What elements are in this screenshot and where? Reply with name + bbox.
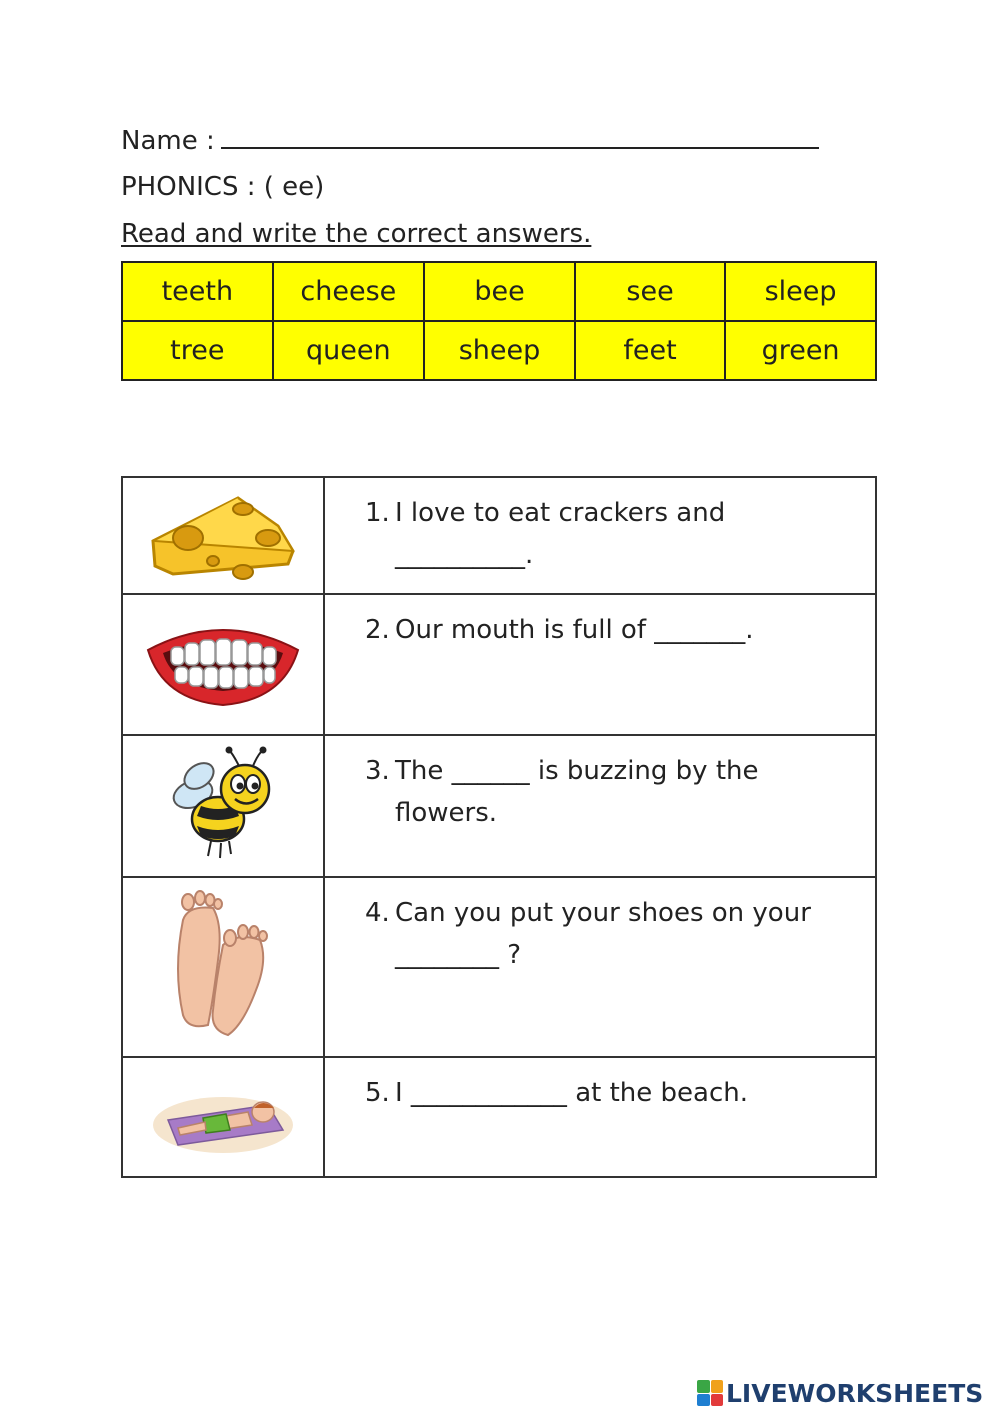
picture-cell (122, 877, 324, 1057)
question-cell (324, 877, 876, 1057)
question-text: I love to eat crackers and __________. (395, 498, 726, 570)
phonics-title: PHONICS : ( ee) (121, 172, 325, 202)
sleeping-boy-icon (148, 1070, 298, 1160)
question-text: I ____________ at the beach. (395, 1078, 748, 1108)
cheese-icon (143, 486, 303, 581)
question-number: 5. (365, 1078, 390, 1108)
question-row (122, 877, 876, 1057)
question-row (122, 735, 876, 877)
word-cell: feet (575, 321, 725, 380)
word-bank-row-2 (122, 321, 876, 380)
word-cell: sleep (725, 262, 876, 321)
questions-table (121, 476, 877, 1178)
word-cell: cheese (273, 262, 424, 321)
question-number: 4. (365, 898, 390, 928)
picture-cell (122, 735, 324, 877)
instruction: Read and write the correct answers. (121, 219, 592, 249)
name-label: Name : (121, 126, 215, 156)
teeth-icon (143, 615, 303, 710)
picture-cell (122, 477, 324, 594)
logo-mark-icon (697, 1380, 723, 1406)
word-cell: green (725, 321, 876, 380)
picture-cell (122, 1057, 324, 1177)
name-blank[interactable] (221, 125, 819, 149)
question-text: Our mouth is full of _______. (395, 615, 754, 645)
question-row (122, 1057, 876, 1177)
logo-text: LIVEWORKSHEETS (726, 1378, 984, 1408)
word-bank (121, 261, 877, 381)
question-cell (324, 594, 876, 735)
word-cell: sheep (424, 321, 575, 380)
word-cell: see (575, 262, 725, 321)
question-number: 1. (365, 498, 390, 528)
question-row (122, 477, 876, 594)
word-cell: tree (122, 321, 273, 380)
question-number: 2. (365, 615, 390, 645)
word-cell: queen (273, 321, 424, 380)
question-number: 3. (365, 756, 390, 786)
liveworksheets-logo (697, 1378, 983, 1408)
name-line (121, 125, 819, 156)
word-cell: teeth (122, 262, 273, 321)
bee-icon (163, 744, 283, 864)
question-cell (324, 1057, 876, 1177)
question-cell (324, 477, 876, 594)
word-cell: bee (424, 262, 575, 321)
picture-cell (122, 594, 324, 735)
question-text: Can you put your shoes on your ________ ? (395, 898, 811, 970)
question-row (122, 594, 876, 735)
question-cell (324, 735, 876, 877)
question-text: The ______ is buzzing by the flowers. (395, 756, 759, 828)
word-bank-row-1 (122, 262, 876, 321)
feet-icon (168, 890, 278, 1040)
